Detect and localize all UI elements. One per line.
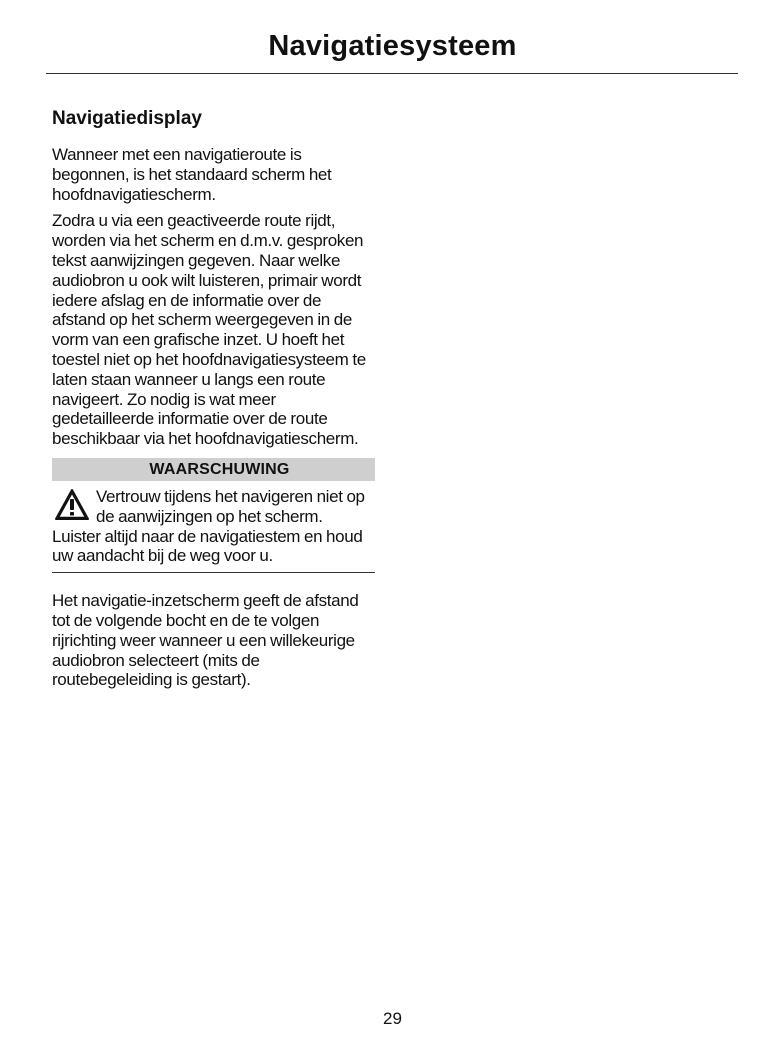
warning-text: Vertrouw tijdens het navigeren niet op de aanwijzingen op het scherm. Luister altijd naar de navigatiestem en houd uw aandacht bij de weg voor u.	[52, 486, 365, 566]
title-divider	[46, 73, 738, 74]
warning-triangle-icon	[54, 488, 90, 522]
section-heading: Navigatiedisplay	[52, 108, 202, 129]
page-title: Navigatiesysteem	[268, 30, 517, 62]
warning-divider	[52, 572, 375, 573]
page-number: 29	[383, 1009, 402, 1028]
route-guidance-paragraph: Zodra u via een geactiveerde route rijdt, worden via het scherm en d.m.v. gesproken tekst aanwijzingen gegeven. Naar welke audiobron u ook wilt luisteren, primair wordt iedere afslag en de informatie over de afstand op het scherm weergegeven in de vorm van een grafische inzet. U hoeft het toestel niet op het hoofdnavigatiesysteem te laten staan wanneer u langs een route navigeert. Zo nodig is wat meer gedetailleerde informatie over de route beschikbaar via het hoofdnavigatiescherm.	[52, 211, 366, 449]
content-column	[52, 105, 375, 697]
inset-screen-paragraph: Het navigatie-inzetscherm geeft de afstand tot de volgende bocht en de te volgen rijrichting weer wanneer u een willekeurige audiobron selecteert (mits de routebegeleiding is gestart).	[52, 591, 359, 690]
intro-paragraph: Wanneer met een navigatieroute is begonnen, is het standaard scherm het hoofdnavigatiescherm.	[52, 145, 332, 204]
warning-header	[52, 458, 375, 481]
warning-title: WAARSCHUWING	[149, 460, 290, 478]
warning-body	[52, 487, 375, 566]
